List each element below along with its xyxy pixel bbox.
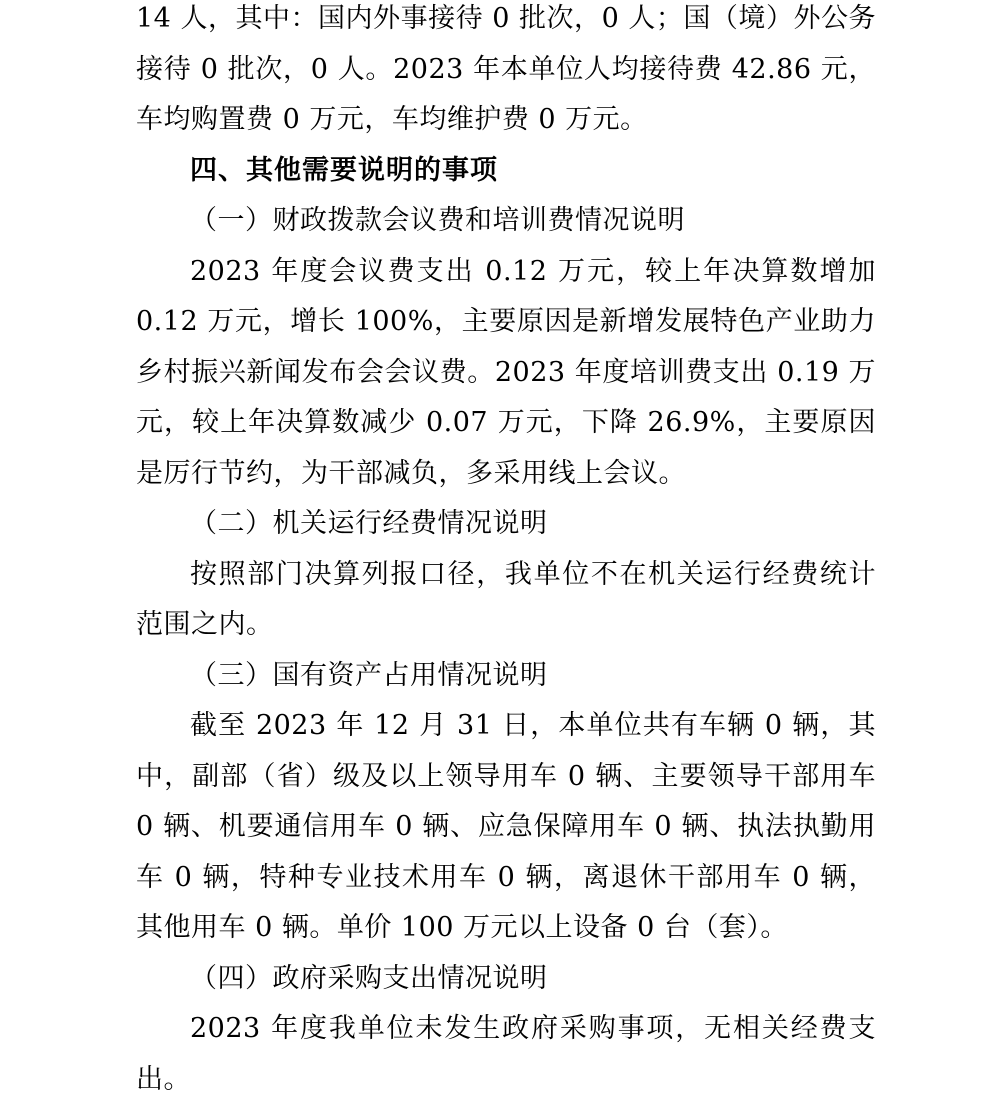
section-heading-other-matters: 四、其他需要说明的事项 (190, 154, 498, 186)
subheading-government-procurement: （四）政府采购支出情况说明 (190, 962, 548, 994)
subheading-operating-expenses: （二）机关运行经费情况说明 (190, 508, 548, 539)
subheading-meeting-training-fees: （一）财政拨款会议费和培训费情况说明 (190, 205, 685, 236)
paragraph-reception-summary: 14 人，其中：国内外事接待 0 批次，0 人；国（境）外公务接待 0 批次，0 人。2023 年本单位人均接待费 42.86 元，车均购置费 0 万元，车均维护费 0 万元。 (136, 3, 876, 135)
document-page (136, 0, 876, 1105)
subheading-state-assets: （三）国有资产占用情况说明 (190, 659, 548, 691)
paragraph-operating-expenses: 按照部门决算列报口径，我单位不在机关运行经费统计范围之内。 (136, 558, 876, 640)
paragraph-government-procurement: 2023 年度我单位未发生政府采购事项，无相关经费支出。 (136, 1013, 876, 1095)
paragraph-meeting-training-fees: 2023 年度会议费支出 0.12 万元，较上年决算数增加 0.12 万元，增长 100%，主要原因是新增发展特色产业助力乡村振兴新闻发布会会议费。2023 年度培训费支出 0.19 万元，较上年决算数减少 0.07 万元，下降 26.9%，主要原因是厉行节约，为干部减负，多采用线上会议。 (136, 255, 876, 489)
paragraph-state-assets: 截至 2023 年 12 月 31 日，本单位共有车辆 0 辆，其中，副部（省）级及以上领导用车 0 辆、主要领导干部用车 0 辆、机要通信用车 0 辆、应急保障用车 0 辆、执法执勤用车 0 辆，特种专业技术用车 0 辆，离退休干部用车 0 辆，其他用车 0 辆。单价 100 万元以上设备 0 台（套）。 (136, 710, 876, 943)
